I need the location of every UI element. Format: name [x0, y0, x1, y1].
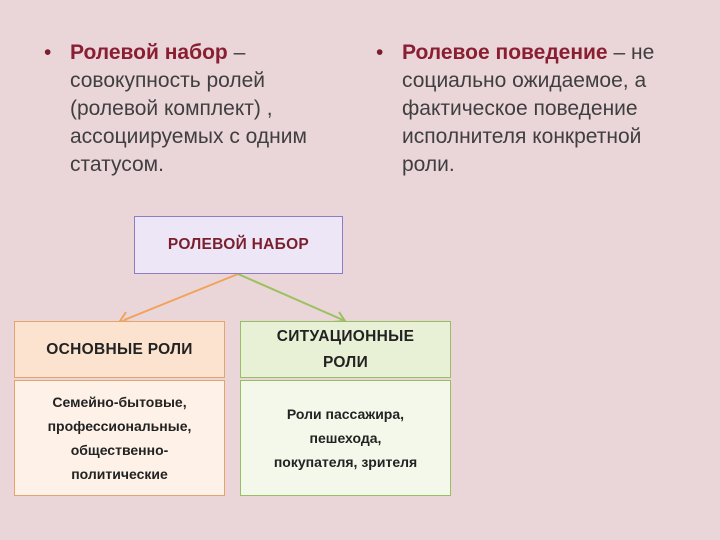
- term-role-behavior: Ролевое поведение: [402, 41, 608, 64]
- situational-roles-description: Роли пассажира, пешехода, покупателя, зрителя: [273, 406, 418, 470]
- situational-roles-description-box: [240, 380, 451, 496]
- situational-roles-title: СИТУАЦИОННЫЕ РОЛИ: [276, 327, 415, 371]
- definition-role-behavior: – не социально ожидаемое, а фактическое поведение исполнителя конкретной роли.: [402, 41, 655, 176]
- arrow-to-situational-roles: [238, 274, 343, 320]
- main-roles-description: Семейно-бытовые, профессиональные, общественно- политические: [47, 394, 192, 482]
- main-roles-box: [14, 321, 225, 378]
- situational-roles-box: [240, 321, 451, 378]
- term-role-set: Ролевой набор: [70, 41, 228, 64]
- arrow-to-main-roles: [124, 274, 238, 320]
- main-roles-title: ОСНОВНЫЕ РОЛИ: [46, 340, 193, 358]
- bullet-marker: •: [376, 41, 384, 64]
- role-set-label: РОЛЕВОЙ НАБОР: [167, 236, 310, 253]
- bullet-marker: •: [44, 41, 52, 64]
- role-set-box: [134, 216, 343, 274]
- definition-role-set: – совокупность ролей (ролевой комплект) , ассоциируемых с одним статусом.: [70, 41, 307, 176]
- main-roles-description-box: [14, 380, 225, 496]
